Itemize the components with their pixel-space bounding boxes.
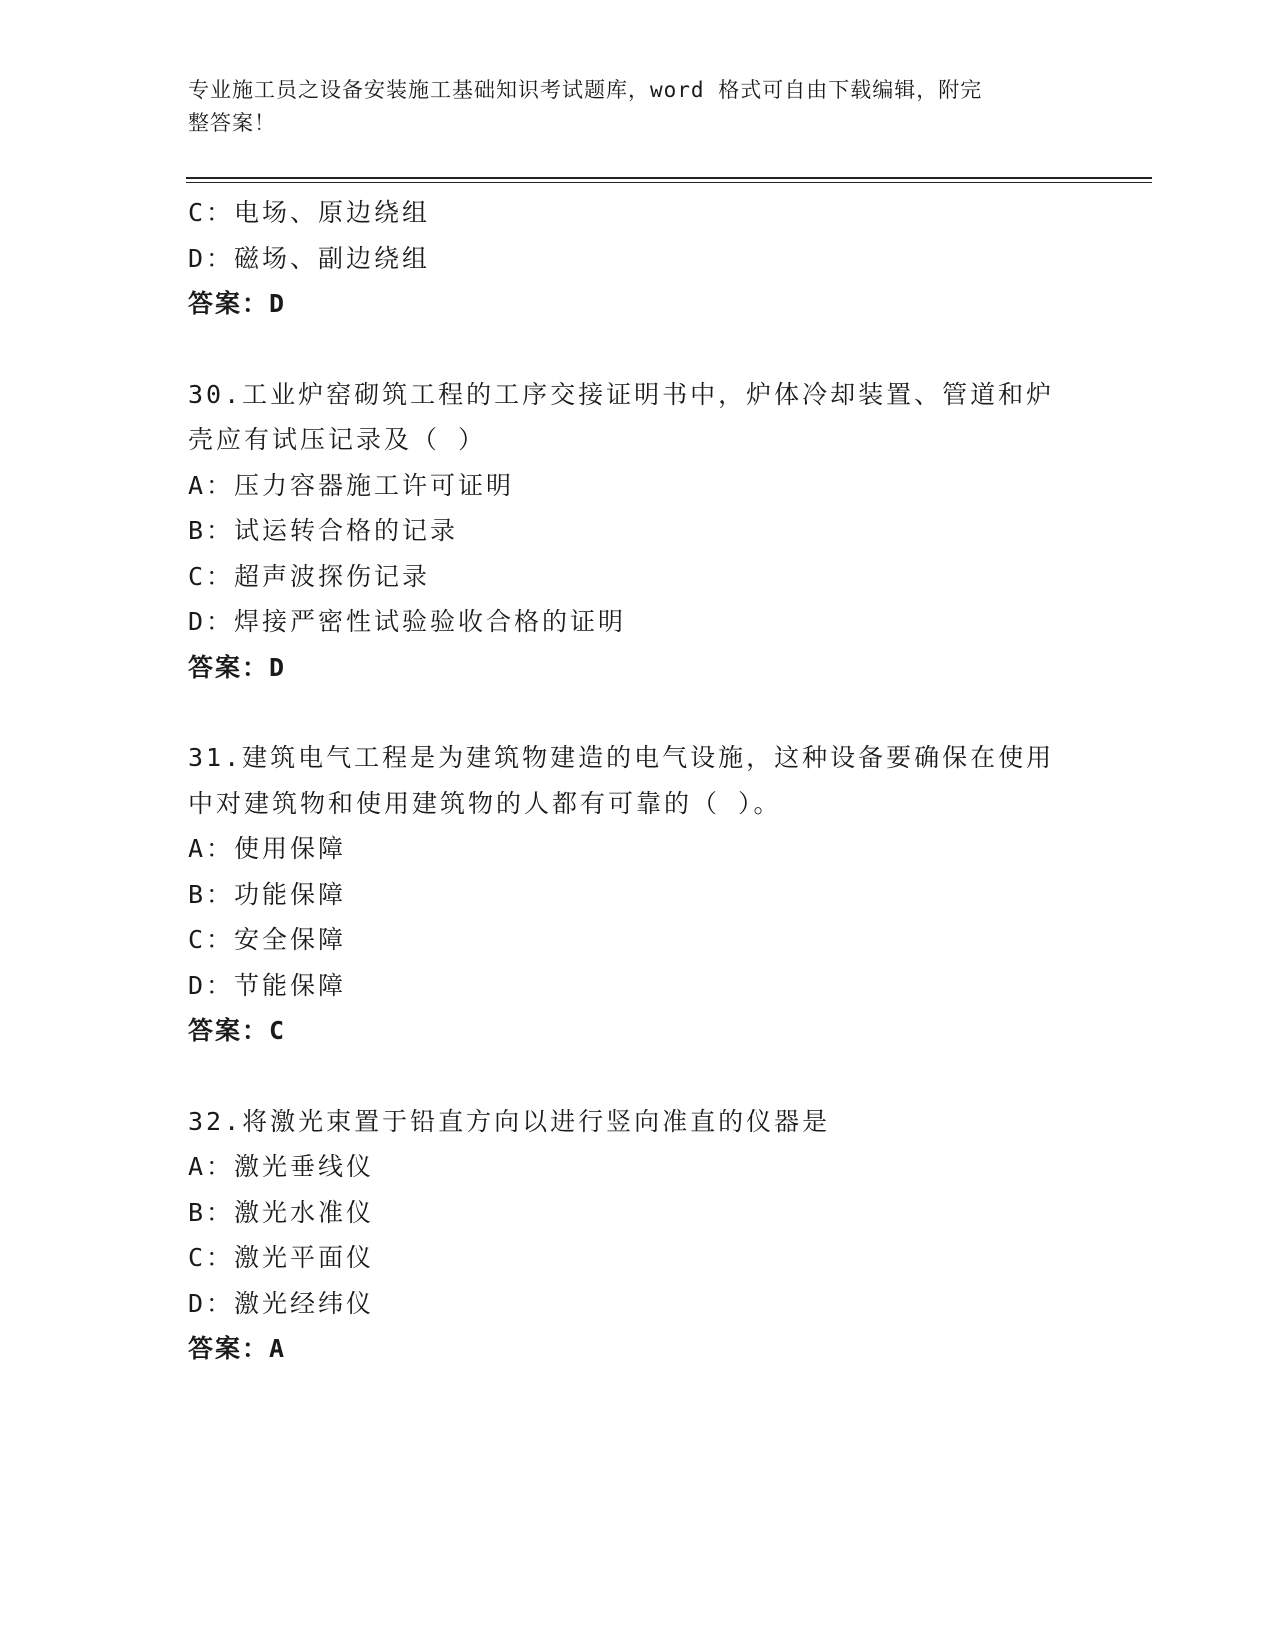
question-list (188, 190, 1088, 1372)
option-b: B：试运转合格的记录 (188, 516, 459, 545)
question-block-31 (188, 735, 1088, 1054)
option-d: D：激光经纬仪 (188, 1288, 375, 1318)
question-stem-line: 30.工业炉窑砌筑工程的工序交接证明书中，炉体冷却装置、管道和炉 (188, 379, 1055, 409)
option-c: C：激光平面仪 (188, 1243, 375, 1272)
option-d: D：磁场、副边绕组 (188, 243, 431, 273)
option-a: A：使用保障 (188, 834, 347, 863)
question-block-29-tail (188, 190, 1088, 327)
option-c: C：超声波探伤记录 (188, 561, 431, 591)
question-stem-line: 31.建筑电气工程是为建筑物建造的电气设施，这种设备要确保在使用 (188, 743, 1055, 772)
question-block-30 (188, 372, 1088, 691)
answer-line: 答案：D (188, 652, 287, 682)
option-b: B：功能保障 (188, 879, 347, 909)
option-b: B：激光水准仪 (188, 1197, 375, 1227)
question-stem-line: 中对建筑物和使用建筑物的人都有可靠的（ ）。 (188, 788, 782, 818)
document-header (188, 74, 1068, 140)
header-divider-thin (186, 182, 1152, 183)
option-c: C：安全保障 (188, 925, 347, 954)
option-d: D：节能保障 (188, 970, 347, 1000)
option-a: A：压力容器施工许可证明 (188, 470, 515, 500)
option-a: A：激光垂线仪 (188, 1152, 375, 1181)
question-block-32 (188, 1099, 1088, 1372)
option-c: C：电场、原边绕组 (188, 198, 431, 227)
header-line-2: 整答案！ (188, 111, 276, 135)
answer-line: 答案：A (188, 1334, 287, 1363)
question-stem-line: 壳应有试压记录及（ ） (188, 425, 487, 454)
question-stem-line: 32.将激光束置于铅直方向以进行竖向准直的仪器是 (188, 1106, 831, 1136)
header-divider-thick (186, 177, 1152, 179)
header-line-1: 专业施工员之设备安装施工基础知识考试题库，word 格式可自由下载编辑，附完 (188, 78, 983, 102)
option-d: D：焊接严密性试验验收合格的证明 (188, 607, 627, 636)
answer-line: 答案：C (188, 1016, 287, 1045)
answer-line: 答案：D (188, 289, 287, 318)
